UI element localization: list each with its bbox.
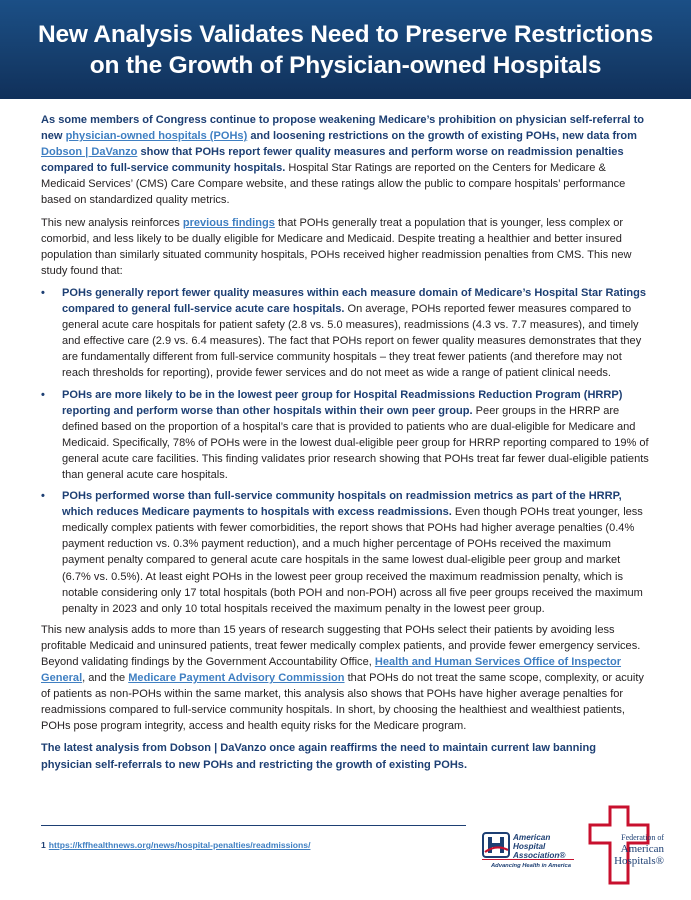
list-item [41,488,649,617]
faf-line-1: Federation of [621,833,664,842]
para3-text-3: that POHs do not treat the same scope, complexity, or acuity of patients as non-POHs within the same market, this analysis also shows that POHs have higher average penalties for readmissions compared to full-service community hospitals. In short, by choosing the healthiest and wealthiest patients, POHs pose program integrity, access and health equity risks for the Medicare program. [41,672,644,733]
hhs-oig-link[interactable]: Health and Human Services Office of Inspector General [41,656,622,685]
footnote [41,839,310,851]
findings-list [41,285,649,617]
conclusion-paragraph: The latest analysis from Dobson | DaVanzo once again reaffirms the need to maintain current law banning physician self-referrals to new POHs and restricting the growth of existing POHs. [41,742,596,771]
intro-paragraph [41,112,649,209]
para2-text-1: This new analysis reinforces [41,216,183,229]
previous-findings-link[interactable]: previous findings [182,216,275,229]
para2-text-2: that POHs generally treat a population that is younger, less complex or comorbid, and less likely to be dually eligible for Medicare and Medicaid. Despite treating a healthier and better insured population than similarly situated community hospitals, POHs received higher readmission penalties from CMS. This new study found that: [41,216,632,277]
research-paragraph [41,622,649,735]
faf-line-2: American [620,843,664,855]
finding-text: Peer groups in the HRRP are defined based on the proportion of a hospital’s care that is provided to patients who are dual-eligible for Medicare and Medicaid. Specifically, 78% of POHs were in the lowest dual-eligible peer group for HRRP reporting compared to 19% of general acute care facilities. This finding validates prior research showing that POHs treat far fewer dual-eligible patients than general acute care hospitals. [62,404,649,481]
para3-text-1: This new analysis adds to more than 15 years of research suggesting that POHs select their patients by avoiding less profitable Medicaid and uninsured patients, treat fewer medically complex patients, and provide fewer emergency services. Beyond validating findings by the Government Accountability Office, [41,623,641,668]
bullet-marker: • [41,286,45,299]
footnote-link[interactable]: https://kffhealthnews.org/news/hospital-penalties/readmissions/ [48,840,311,850]
aha-tagline: Advancing Health in America [491,863,571,869]
footnote-number: 1 [41,840,46,850]
finding-heading: POHs performed worse than full-service community hospitals on readmission metrics as part of the HRRP, which reduces Medicare payments to hospitals with excess readmissions. [62,490,622,519]
bullet-marker: • [41,490,45,503]
intro-bold-1: As some members of Congress continue to propose weakening Medicare’s prohibition on physician self-referral to new [41,114,644,143]
aha-h-icon [482,832,512,860]
list-item [41,285,649,382]
findings-intro-paragraph [41,215,649,279]
intro-bold-3: show that POHs report fewer quality measures and perform worse on readmission penalties compared to full-service community hospitals. [41,146,624,175]
faf-logo-text [604,833,664,867]
finding-heading: POHs generally report fewer quality measures within each measure domain of Medicare’s Hospital Star Ratings compared to general full-service acute care hospitals. [62,286,647,316]
footnote-divider [41,825,466,826]
intro-text: Hospital Star Ratings are reported on the Centers for Medicare & Medicaid Services’ (CMS) Care Compare website, and these ratings allow the public to compare hospitals’ performance based on standardized quality metrics. [41,162,626,207]
aha-name: American Hospital Association® [513,833,566,860]
document-body [41,112,649,779]
finding-text: On average, POHs reported fewer measures compared to general acute care hospitals for patient safety (2.8 vs. 5.0 measures), readmissions (4.3 vs. 7.7 measures), and timely and effective care (2.9 vs. 6.4 measures). The fact that POHs report on fewer quality measures demonstrates that they are fundamentally different from full-service community hospitals – they treat fewer patients (and therefore may not reach thresholds for reporting), provide fewer services and do not meet as wide a range of patient clinical needs. [62,303,642,380]
poh-link[interactable]: physician-owned hospitals (POHs) [65,130,248,143]
page-title: New Analysis Validates Need to Preserve Restrictions on the Growth of Physician-owned Hospitals [37,20,654,79]
para3-text-2: , and the [82,672,129,685]
faf-line-3: Hospitals® [614,855,664,867]
list-item [41,387,649,484]
aha-logo [480,830,580,876]
dobson-davanzo-link[interactable]: Dobson | DaVanzo [41,146,138,159]
bullet-marker: • [41,388,45,401]
title-banner [0,0,691,99]
intro-bold-2: and loosening restrictions on the growth of existing POHs, new data from [247,130,637,143]
finding-text: Even though POHs treat younger, less medically complex patients with fewer comorbidities, the report shows that POHs had higher average penalties (0.4% payment reduction vs. 0.3% payment reduction), and a much higher percentage of POHs received the maximum payment penalty compared to general acute care hospitals in the same lowest dual-eligible peer group and market (6.7% vs. 0.5%). At least eight POHs in the lowest peer group received the maximum readmission penalty, which is notable considering only 17 total hospitals (both POH and non-POH) across all five peer groups received the maximum penalty in 2023 and only 10 total hospitals received the maximum penalty in the lowest peer group. [62,506,643,615]
aha-divider [482,859,574,860]
medpac-link[interactable]: Medicare Payment Advisory Commission [128,672,345,685]
finding-heading: POHs are more likely to be in the lowest peer group for Hospital Readmissions Reduction Program (HRRP) reporting and perform worse than other hospitals within their own peer group. [62,388,623,417]
